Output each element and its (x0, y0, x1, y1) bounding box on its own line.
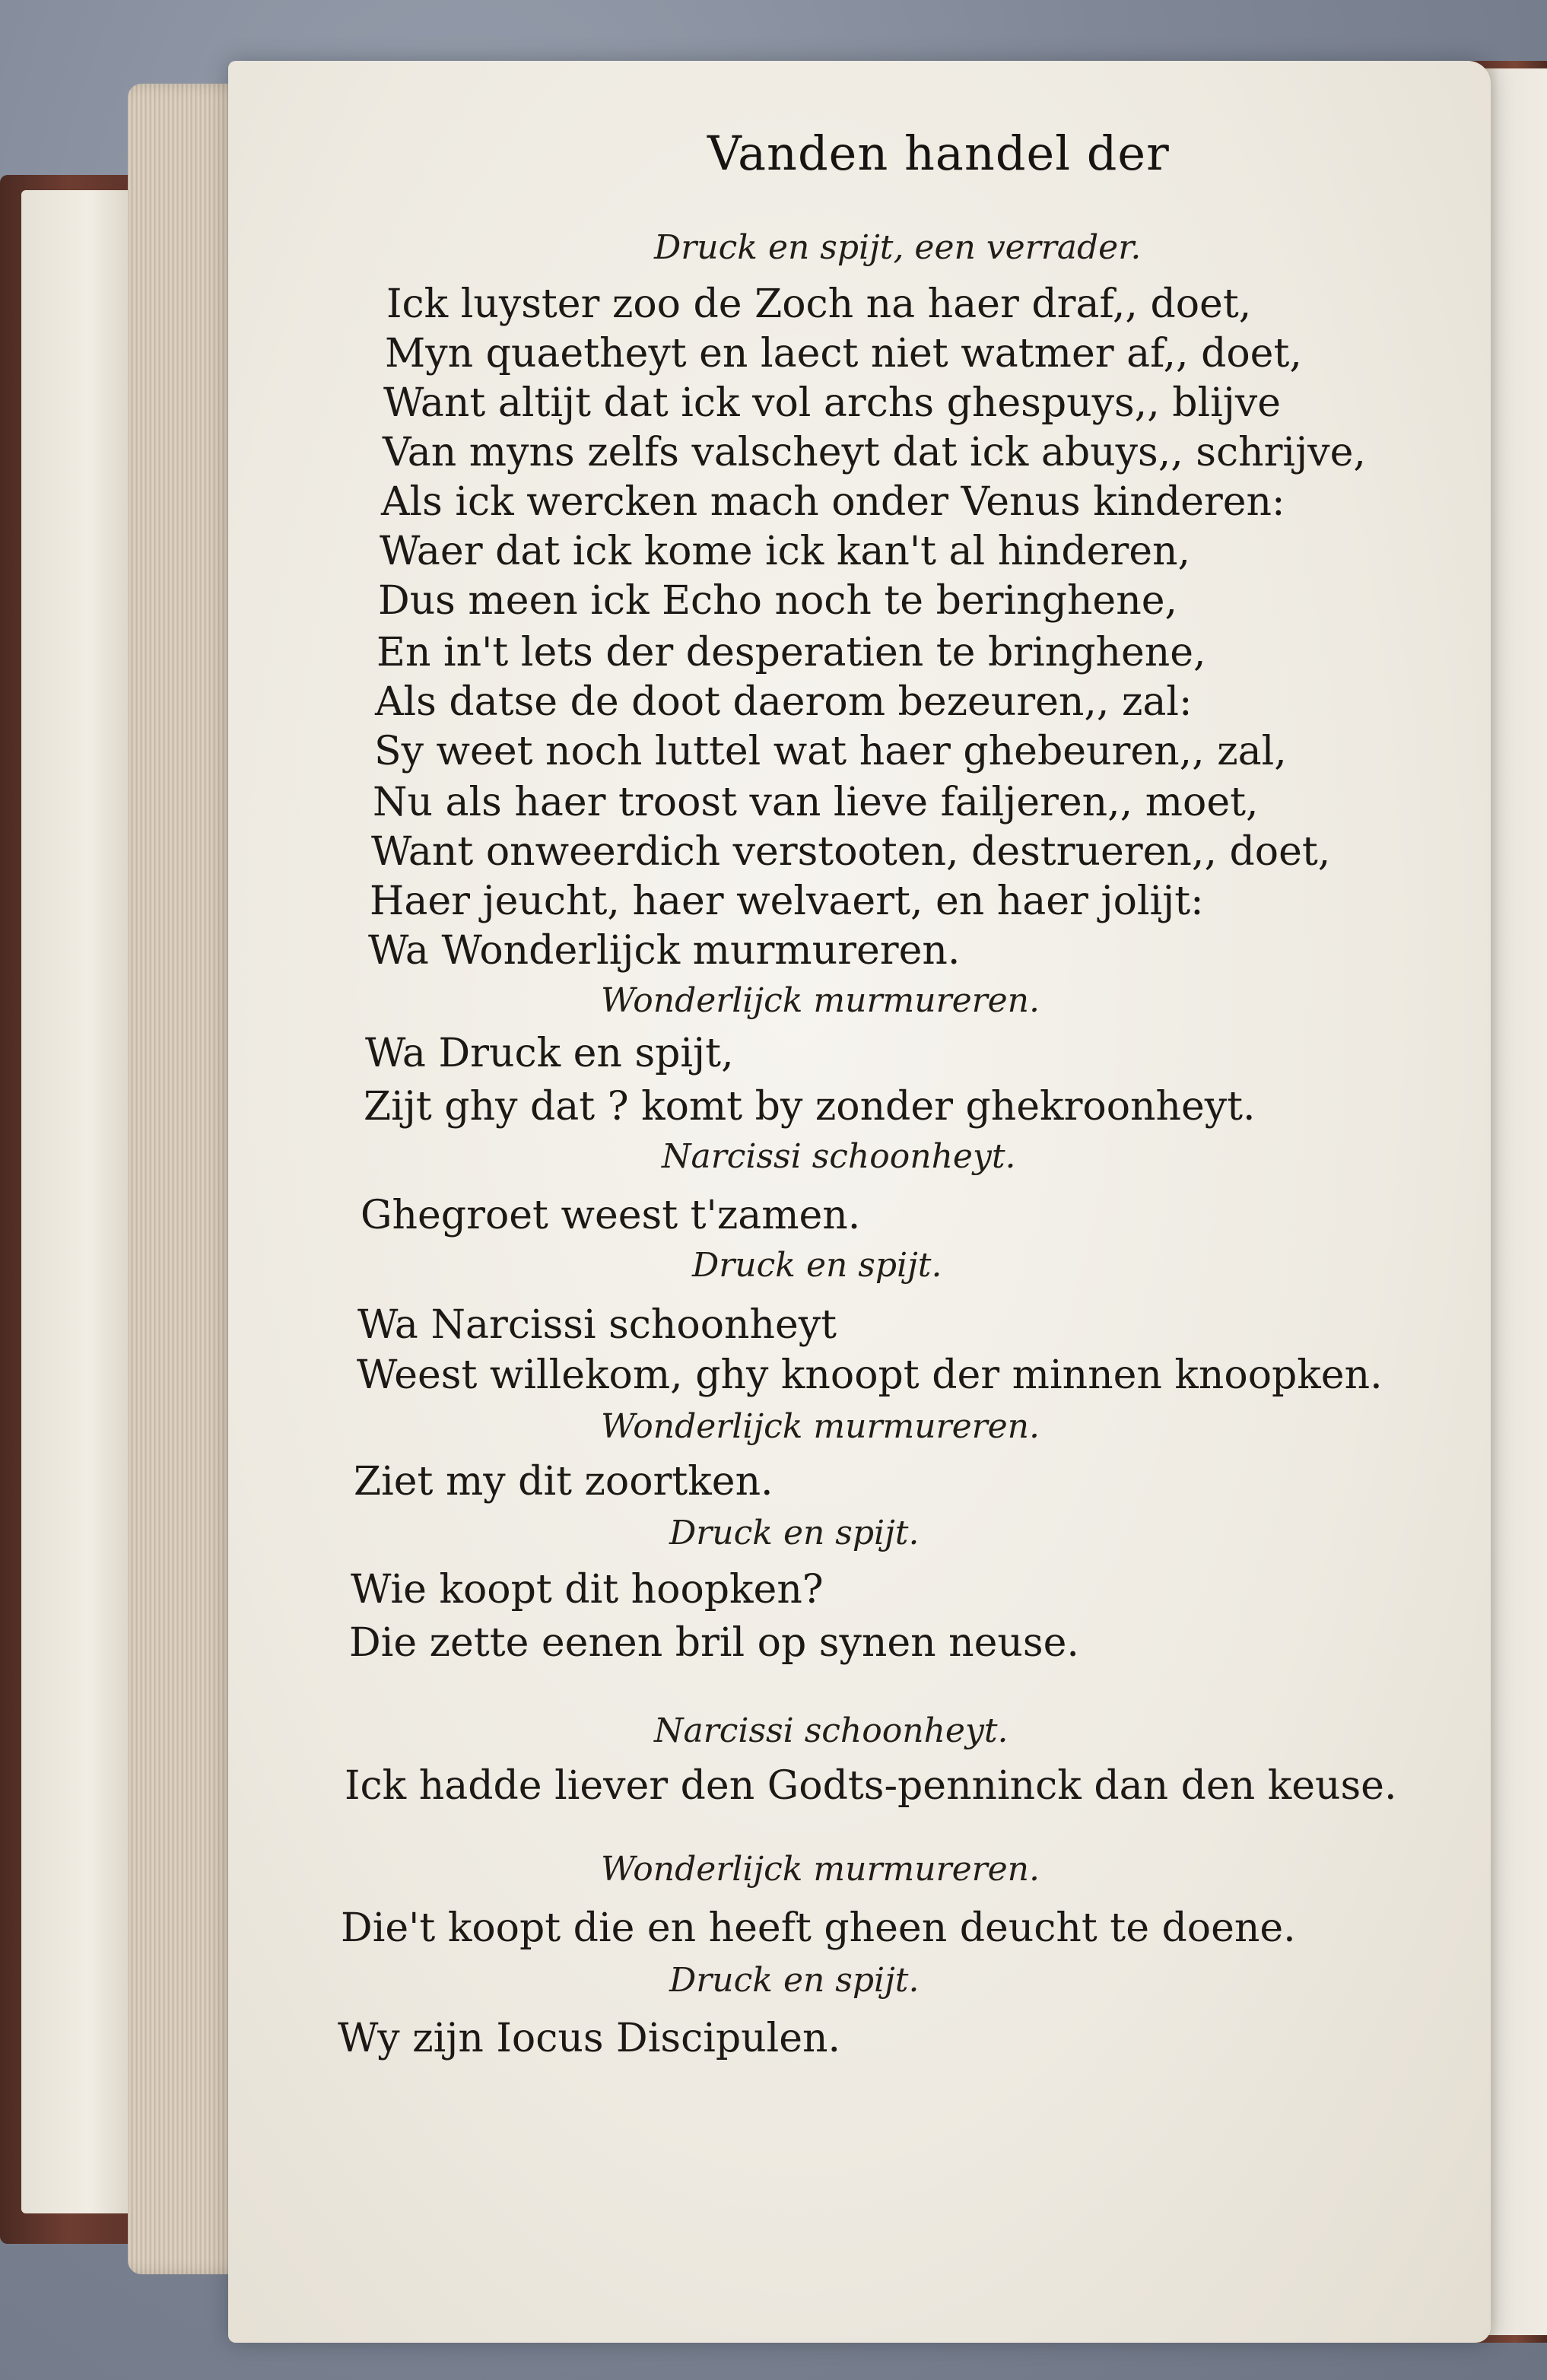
verse-line: Die zette eenen bril op synen neuse. (349, 1620, 1079, 1666)
verse-line: Want altijt dat ick vol archs ghespuys,, blijve (383, 380, 1282, 426)
verse-line: Ghegroet weest t'zamen. (361, 1193, 861, 1238)
verse-line: Sy weet noch luttel wat haer ghebeuren,, zal, (374, 729, 1287, 774)
verse-line: Waer dat ick kome ick kan't al hinderen, (380, 529, 1191, 574)
verse-line: Als datse de doot daerom bezeuren,, zal: (375, 679, 1193, 725)
verse-line: Weest willekom, ghy knoopt der minnen knoopken. (357, 1352, 1383, 1398)
verse-line: Ziet my dit zoortken. (354, 1459, 774, 1505)
speaker-heading: Druck en spijt. (692, 1246, 942, 1285)
running-head: Vanden handel der (707, 126, 1170, 181)
verse-line: Myn quaetheyt en laect niet watmer af,, doet, (385, 331, 1302, 377)
verse-line: Van myns zelfs valscheyt dat ick abuys,, schrijve, (383, 430, 1366, 475)
verse-line: Zijt ghy dat ? komt by zonder ghekroonheyt. (364, 1084, 1256, 1130)
verse-line: Wa Druck en spijt, (365, 1031, 734, 1076)
verse-line: Die't koopt die en heeft gheen deucht te doene. (341, 1905, 1296, 1951)
speaker-heading: Druck en spijt. (669, 1961, 920, 2000)
speaker-heading: Wonderlijck murmureren. (601, 981, 1040, 1020)
verse-line: Wa Narcissi schoonheyt (357, 1302, 837, 1348)
verse-line: Als ick wercken mach onder Venus kinderen: (381, 479, 1285, 525)
left-page-edge (21, 190, 135, 2213)
verse-line: En in't lets der desperatien te bringhene, (376, 630, 1206, 675)
verse-line: Wy zijn Iocus Discipulen. (338, 2016, 841, 2061)
speaker-heading: Druck en spijt, een verrader. (654, 228, 1142, 267)
speaker-heading: Druck en spijt. (669, 1514, 920, 1552)
verse-line: Nu als haer troost van lieve failjeren,, moet, (373, 780, 1259, 825)
verse-line: Ick hadde liever den Godts-penninck dan den keuse. (345, 1763, 1397, 1809)
speaker-heading: Wonderlijck murmureren. (601, 1407, 1040, 1446)
speaker-heading: Narcissi schoonheyt. (662, 1137, 1016, 1176)
speaker-heading: Wonderlijck murmureren. (601, 1850, 1040, 1889)
verse-line: Ick luyster zoo de Zoch na haer draf,, doet, (386, 281, 1252, 327)
speaker-heading: Narcissi schoonheyt. (654, 1711, 1009, 1750)
verse-line: Want onweerdich verstooten, destrueren,, doet, (371, 829, 1331, 875)
verse-line: Dus meen ick Echo noch te beringhene, (378, 578, 1177, 624)
verse-line: Wie koopt dit hoopken? (351, 1567, 824, 1613)
verse-line: Haer jeucht, haer welvaert, en haer jolijt: (370, 879, 1204, 924)
verse-line: Wa Wonderlijck murmureren. (368, 928, 961, 974)
